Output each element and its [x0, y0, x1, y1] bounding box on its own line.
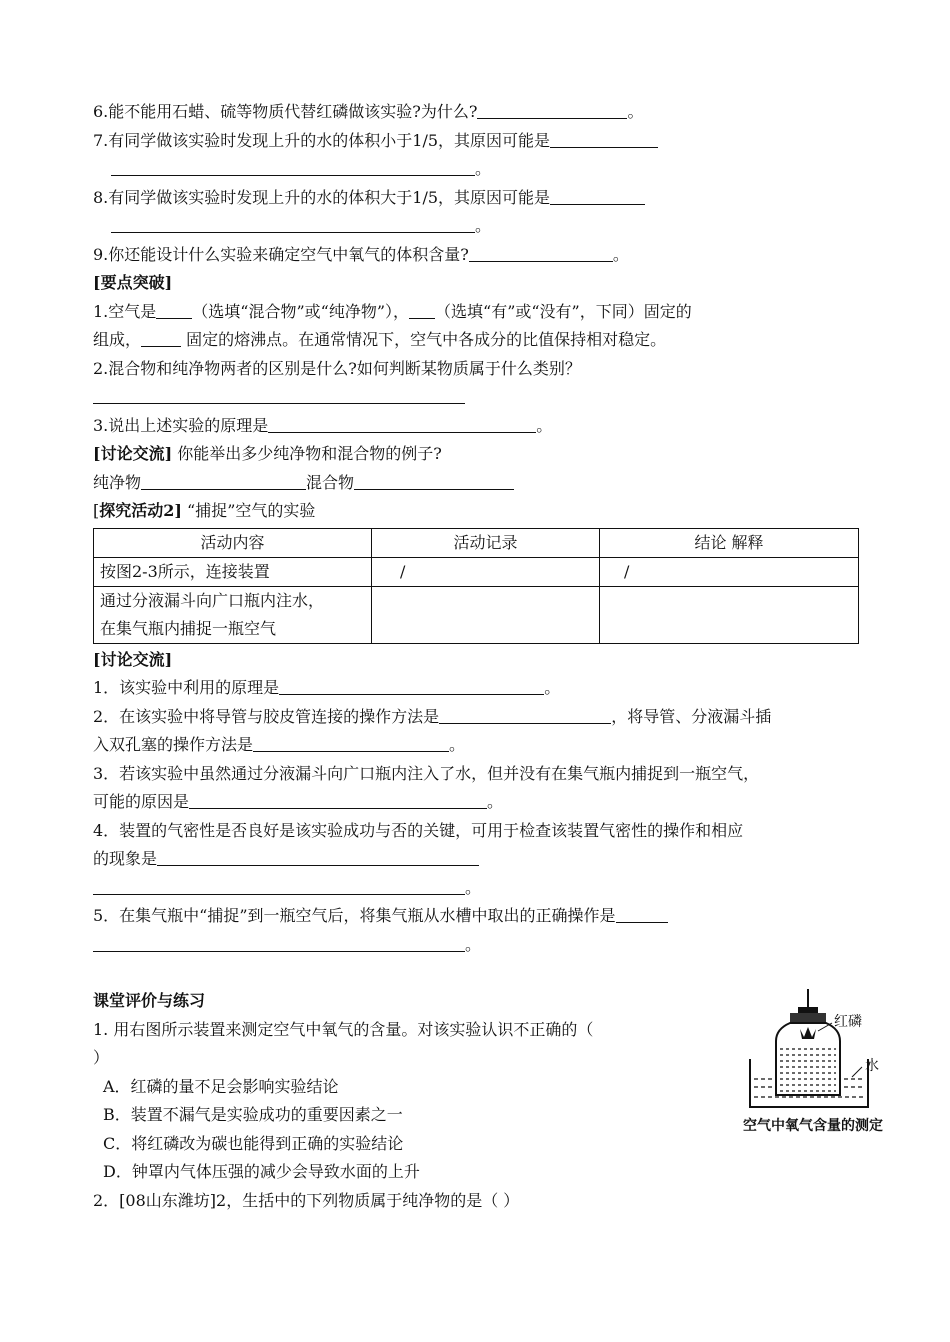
table-row	[94, 586, 859, 643]
discussion-2-heading: [讨论交流]	[93, 649, 173, 669]
question-7-text: 7.有同学做该实验时发现上升的水的体积小于1/5，其原因可能是	[93, 130, 551, 150]
answer-blank[interactable]	[477, 100, 627, 119]
discussion-2-q4: 4．装置的气密性是否良好是该实验成功与否的关键，可用于检查该装置气密性的操作和相应	[93, 820, 744, 840]
practice-q1: 1. 用右图所示装置来测定空气中氧气的含量。对该实验认识不正确的（	[93, 1019, 594, 1039]
option-a[interactable]: A．红磷的量不足会影响实验结论	[103, 1076, 339, 1096]
table-cell: /	[372, 557, 600, 586]
discussion-1: [讨论交流] 你能举出多少纯净物和混合物的例子?	[93, 444, 442, 463]
answer-blank[interactable]	[469, 243, 613, 262]
answer-blank[interactable]	[253, 733, 449, 752]
table-cell[interactable]	[600, 586, 859, 643]
discussion-2-q3: 3．若该实验中虽然通过分液漏斗向广口瓶内注入了水，但并没有在集气瓶内捕捉到一瓶空气，	[93, 763, 760, 783]
answer-blank[interactable]	[93, 933, 465, 952]
question-8-text: 8.有同学做该实验时发现上升的水的体积大于1/5，其原因可能是	[93, 187, 551, 207]
answer-blank[interactable]	[111, 214, 475, 233]
phosphorus-label: 红磷	[834, 1014, 862, 1030]
answer-blank[interactable]	[268, 414, 536, 433]
discussion-1-examples: 纯净物 混合物	[93, 469, 863, 498]
practice-q1-continued: ）	[93, 1048, 110, 1067]
answer-blank[interactable]	[439, 705, 611, 724]
answer-blank[interactable]	[409, 300, 435, 319]
key-point-1: 1.空气是 （选填“混合物”或“纯净物”）， （选填“有”或“没有”，下同）固定的	[93, 301, 692, 321]
practice-heading: 课堂评价与练习	[93, 991, 206, 1010]
answer-blank[interactable]	[93, 876, 465, 895]
discussion-2-q3-continued: 可能的原因是 。	[93, 792, 504, 811]
key-point-2-answer	[93, 383, 863, 412]
question-9-text: 9.你还能设计什么实验来确定空气中氧气的体积含量?	[93, 244, 469, 264]
answer-blank[interactable]	[550, 129, 658, 148]
pure-substance-blank[interactable]	[141, 471, 306, 490]
discussion-2-q5: 5．在集气瓶中“捕捉”到一瓶空气后，将集气瓶从水槽中取出的正确操作是	[93, 902, 863, 931]
answer-blank[interactable]	[93, 385, 465, 404]
question-9: 9.你还能设计什么实验来确定空气中氧气的体积含量? 。	[93, 244, 629, 264]
discussion-2-q5-answer: 。	[93, 931, 863, 960]
water-label: 水	[865, 1058, 879, 1074]
table-cell[interactable]	[372, 586, 600, 643]
discussion-2-q1: 1．该实验中利用的原理是 。	[93, 678, 561, 697]
answer-blank[interactable]	[616, 904, 668, 923]
mixture-blank[interactable]	[354, 471, 514, 490]
answer-blank[interactable]	[550, 186, 645, 205]
answer-blank[interactable]	[156, 300, 192, 319]
discussion-2-q2: 2．在该实验中将导管与胶皮管连接的操作方法是 ，将导管、分液漏斗插	[93, 706, 772, 726]
table-header-cell: 活动内容	[94, 528, 372, 557]
practice-section	[93, 987, 883, 1215]
answer-blank[interactable]	[141, 328, 181, 347]
discussion-heading: [讨论交流]	[93, 444, 173, 463]
question-7-continued: 。	[93, 155, 863, 184]
key-points-heading: [要点突破]	[93, 273, 173, 292]
option-c[interactable]: C．将红磷改为碳也能得到正确的实验结论	[103, 1133, 404, 1153]
question-7	[93, 127, 863, 156]
discussion-2-q2-continued: 入双孔塞的操作方法是 。	[93, 735, 466, 754]
question-8	[93, 184, 863, 213]
key-point-3: 3.说出上述实验的原理是 。	[93, 415, 553, 435]
option-b[interactable]: B．装置不漏气是实验成功的重要因素之一	[103, 1105, 403, 1124]
answer-blank[interactable]	[111, 157, 475, 176]
table-cell: 通过分液漏斗向广口瓶内注水， 在集气瓶内捕捉一瓶空气	[94, 586, 372, 643]
practice-q2: 2．[08山东潍坊]2，生括中的下列物质属于纯净物的是（ ）	[93, 1190, 520, 1210]
discussion-2-q4-answer: 。	[93, 874, 863, 903]
activity-2-title: [探究活动2] “捕捉”空气的实验	[93, 501, 316, 520]
table-header-row	[94, 528, 859, 557]
oxygen-apparatus-diagram	[728, 987, 898, 1112]
table-header-cell: 活动记录	[372, 528, 600, 557]
key-point-1-continued: 组成， 固定的熔沸点。在通常情况下，空气中各成分的比值保持相对稳定。	[93, 330, 667, 349]
question-6-text: 6.能不能用石蜡、硫等物质代替红磷做该实验?为什么?	[93, 102, 478, 121]
key-point-2: 2.混合物和纯净物两者的区别是什么?如何判断某物质属于什么类别？	[93, 358, 581, 378]
table-header-cell: 结论 解释	[600, 528, 859, 557]
answer-blank[interactable]	[279, 676, 544, 695]
figure-caption: 空气中氧气含量的测定	[743, 1118, 883, 1134]
apparatus-figure	[728, 987, 898, 1147]
activity-table	[93, 528, 859, 644]
discussion-2-q4-continued: 的现象是	[93, 845, 863, 874]
table-cell: /	[600, 557, 859, 586]
answer-blank[interactable]	[189, 790, 487, 809]
table-cell: 按图2-3所示，连接装置	[94, 557, 372, 586]
question-6: 6.能不能用石蜡、硫等物质代替红磷做该实验?为什么? 。	[93, 102, 644, 121]
worksheet-page	[93, 98, 883, 1215]
question-8-continued: 。	[93, 212, 863, 241]
table-row	[94, 557, 859, 586]
option-d[interactable]: D．钟罩内气体压强的减少会导致水面的上升	[103, 1162, 420, 1181]
answer-blank[interactable]	[157, 847, 479, 866]
